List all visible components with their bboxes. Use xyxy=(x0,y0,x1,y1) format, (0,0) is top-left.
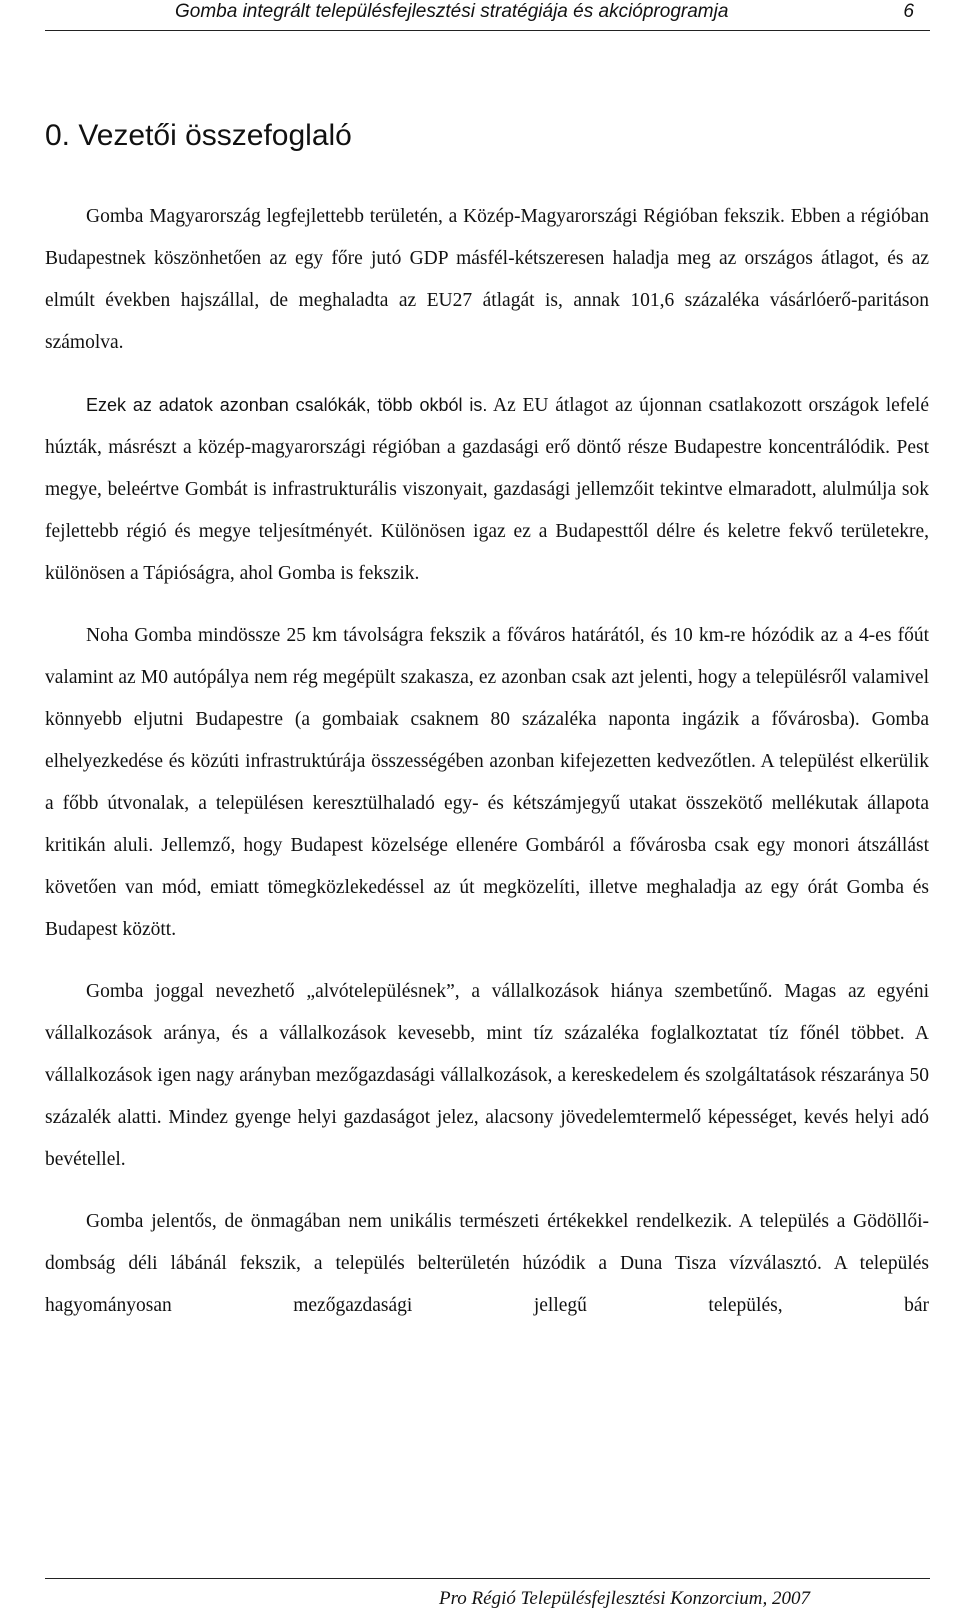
paragraph-text: Az EU átlagot az újonnan csatlakozott országok lefelé húzták, másrészt a közép-magyarországi régióban a gazdasági erő döntő része Budapestre koncentrálódik. Pest megye, beleértve Gombát is infrastrukturális viszonyait, gazdasági jellemzőit tekintve elmaradott, alulmúlja sok fejlettebb régió és megye teljesítményét. Különösen igaz ez a Budapesttől délre és keletre fekvő területekre, különösen a Tápióságra, ahol Gomba is fekszik. xyxy=(45,395,929,584)
paragraph-text: Gomba jelentős, de önmagában nem unikális természeti értékekkel rendelkezik. A település a Gödöllői-dombság déli lábánál fekszik, a település belterületén húzódik a Duna Tisza vízválasztó. A település hagyományosan mezőgazdasági jellegű település, bár xyxy=(45,1211,929,1316)
paragraph-text: Gomba joggal nevezhető „alvótelepülésnek”, a vállalkozások hiánya szembetűnő. Magas az egyéni vállalkozások aránya, és a vállalkozások kevesebb, mint tíz százaléka foglalkoztatat tíz főnél többet. A vállalkozások igen nagy arányban mezőgazdasági vállalkozások, a kereskedelem és szolgáltatások részaránya 50 százalék alatti. Mindez gyenge helyi gazdaságot jelez, alacsony jövedelemtermelő képességet, kevés helyi adó bevétellel. xyxy=(45,981,929,1170)
paragraph-text: Noha Gomba mindössze 25 km távolságra fekszik a főváros határától, és 10 km-re hózódik az a 4-es főút valamint az M0 autópálya nem rég megépült szakasza, ez azonban csak azt jelenti, hogy a településről valamivel könnyebb eljutni Budapestre (a gombaiak csaknem 80 százaléka naponta ingázik a fővárosba). Gomba elhelyezkedése és közúti infrastruktúrája összességében azonban kifejezetten kedvezőtlen. A települést elkerülik a főbb útvonalak, a településen keresztülhaladó egy- és kétszámjegyű utakat összekötő mellékutak állapota kritikán aluli. Jellemző, hogy Budapest közelsége ellenére Gombáról a fővárosba csak egy monori átszállást követően van mód, emiatt tömegközlekedéssel az út megközelíti, illetve meghaladja az egy órát Gomba és Budapest között. xyxy=(45,625,929,940)
paragraph-lead-text: Ezek az adatok azonban csalókák, több okból is. xyxy=(86,395,488,415)
paragraph-data-caveat xyxy=(45,384,929,595)
paragraph-economy xyxy=(45,971,929,1181)
paragraph-nature xyxy=(45,1201,929,1327)
footer-text: Pro Régió Településfejlesztési Konzorcium, 2007 xyxy=(438,1588,810,1609)
document-body xyxy=(45,196,929,1347)
document-title: Gomba integrált településfejlesztési stratégiája és akcióprogramja xyxy=(175,1,729,22)
paragraph-text: Gomba Magyarország legfejlettebb területén, a Közép-Magyarországi Régióban fekszik. Ebben a régióban Budapestnek köszönhetően az egy főre jutó GDP másfél-kétszeresen haladja meg az országos átlagot, és az elmúlt években hajszállal, de meghaladta az EU27 átlagát is, annak 101,6 százaléka vásárlóerő-paritáson számolva. xyxy=(45,206,929,353)
page-footer xyxy=(45,1578,930,1617)
page-header xyxy=(45,0,930,31)
page-number: 6 xyxy=(903,1,914,22)
paragraph-transport xyxy=(45,615,929,951)
paragraph-location xyxy=(45,196,929,364)
section-title: 0. Vezetői összefoglaló xyxy=(45,119,352,152)
